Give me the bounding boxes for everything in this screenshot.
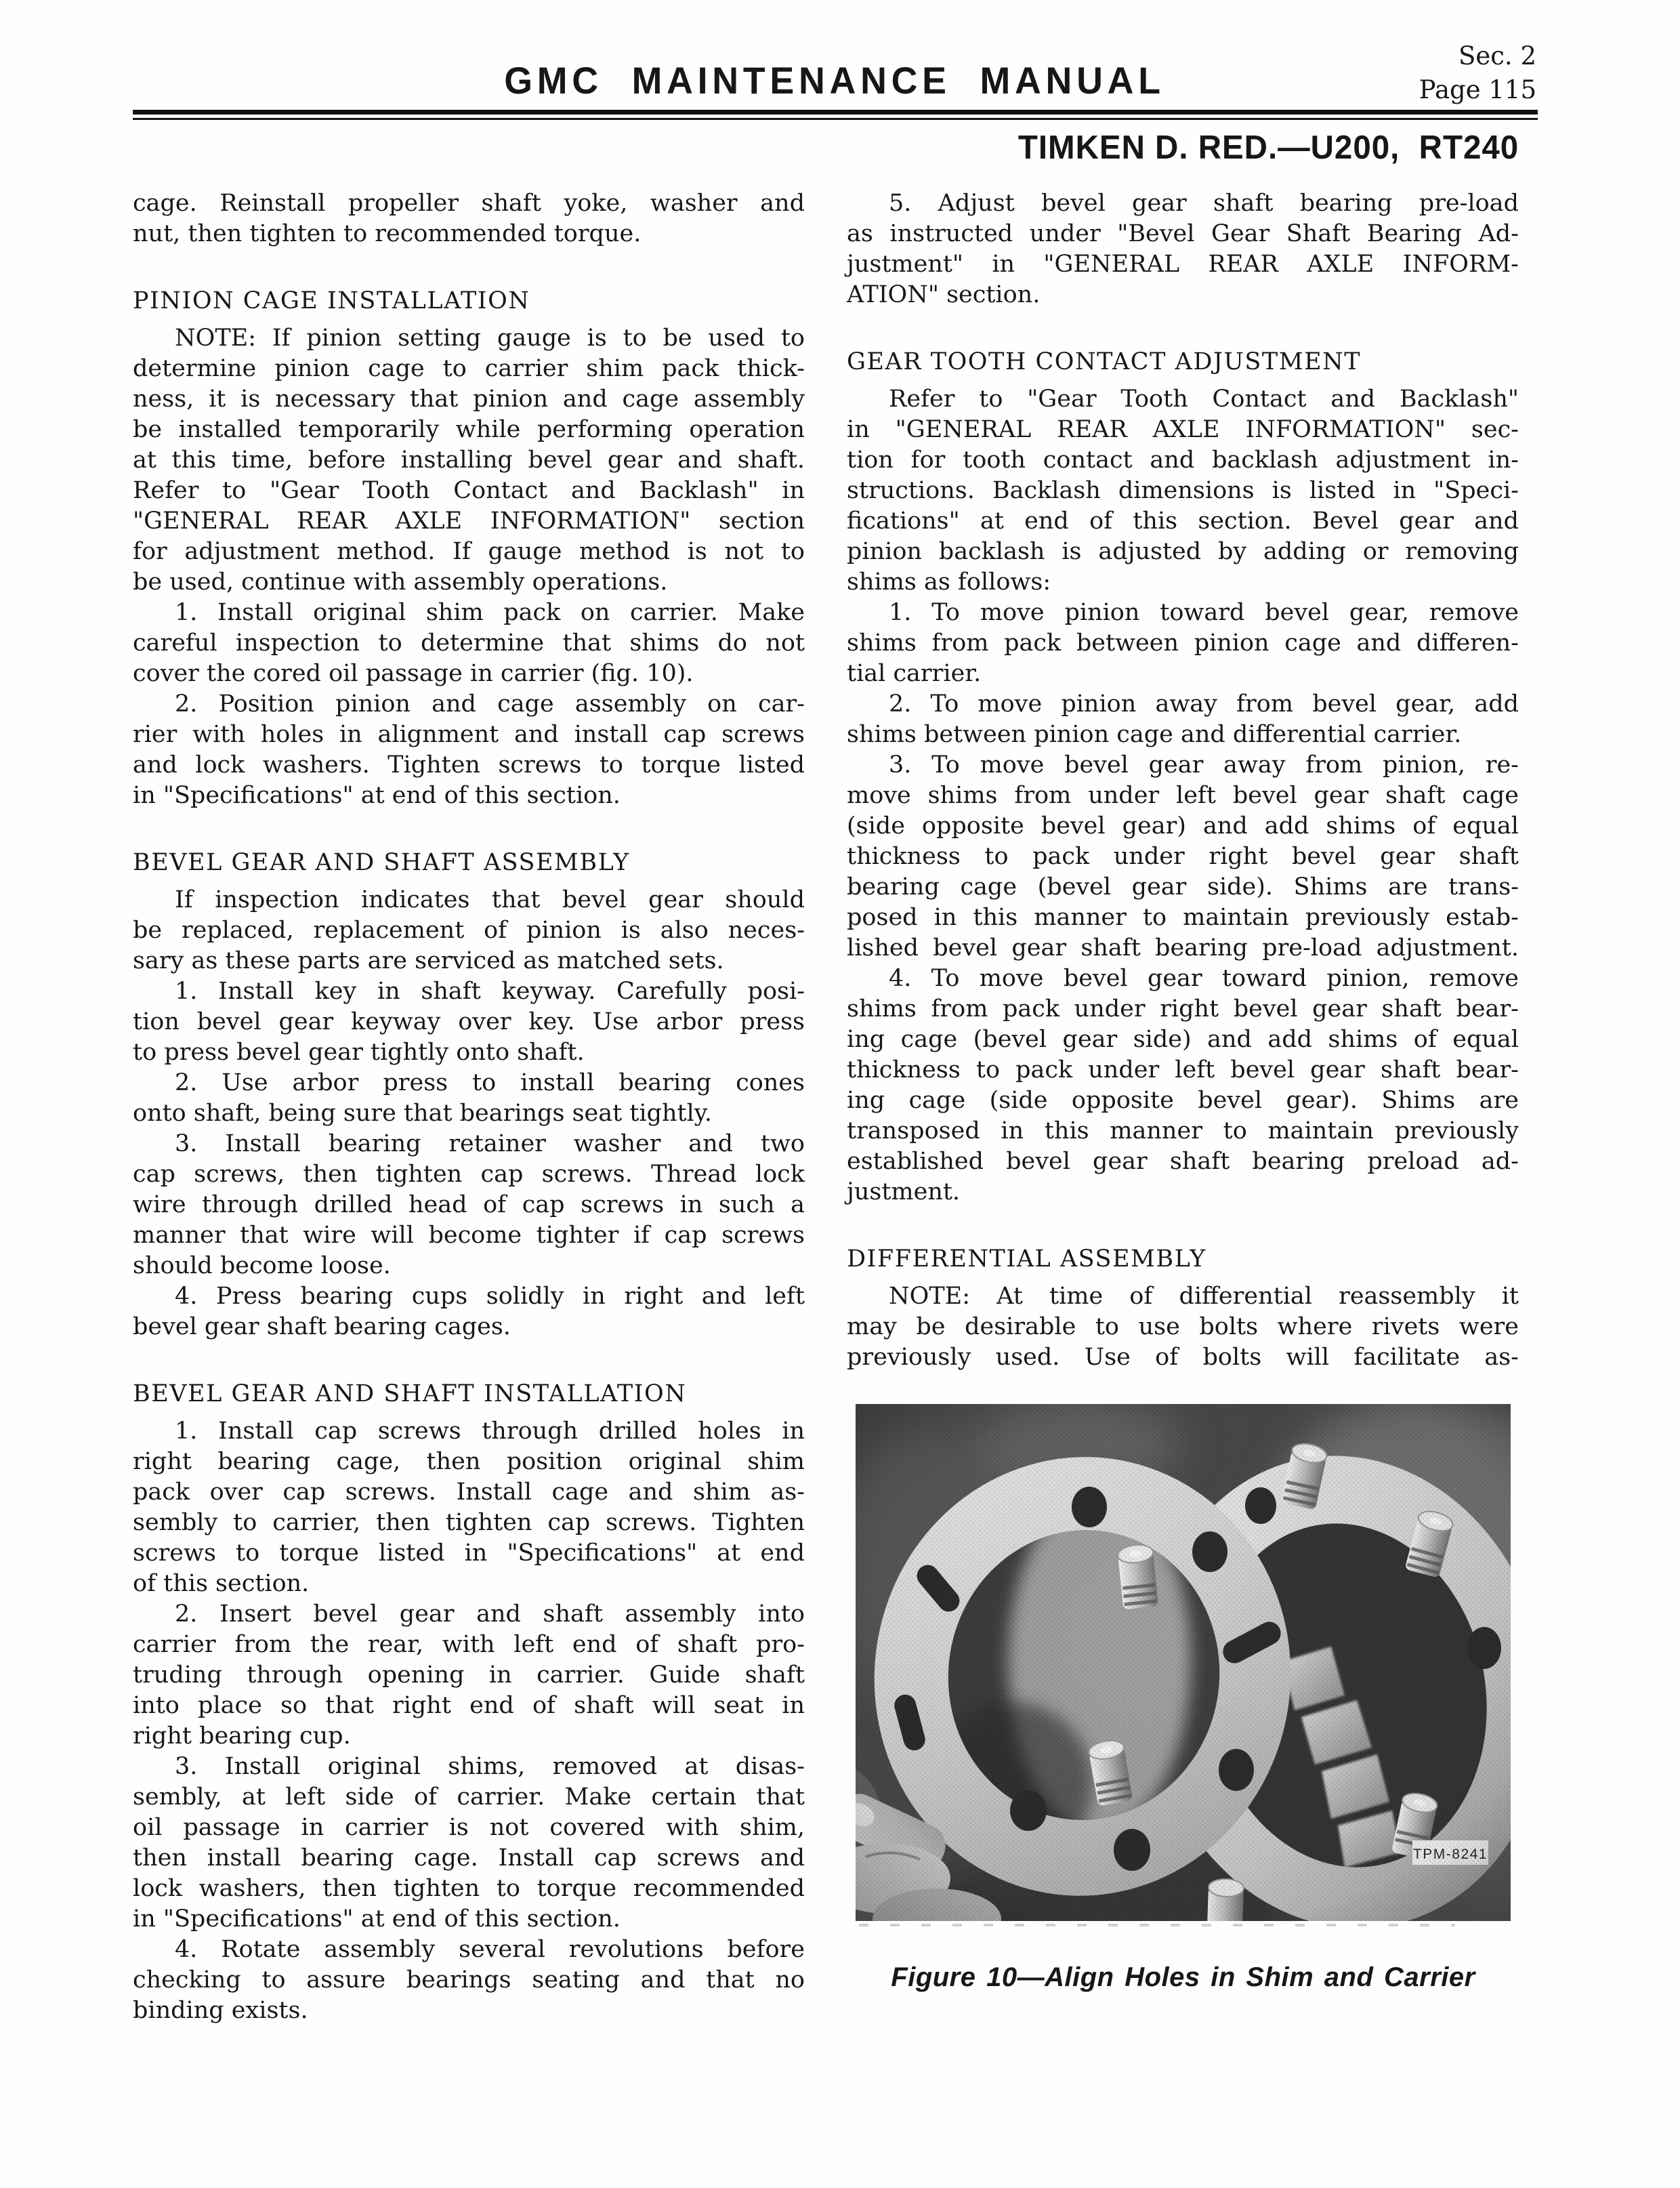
text-line: lock washers, then tighten to torque recommended (133, 1875, 805, 1902)
text-line: 1. Install key in shaft keyway. Carefully posi- (175, 978, 805, 1005)
text-line: 3. Install original shims, removed at disas- (175, 1753, 805, 1780)
text-line: 4. Rotate assembly several revolutions before (175, 1936, 805, 1963)
text-line: established bevel gear shaft bearing preload ad- (847, 1148, 1519, 1175)
text-line: shims between pinion cage and differential carrier. (847, 721, 1462, 748)
text-line: oil passage in carrier is not covered with shim, (133, 1814, 805, 1841)
text-line: of this section. (133, 1570, 310, 1597)
text-line: bearing cage (bevel gear side). Shims are trans- (847, 873, 1519, 901)
shim-carrier-photo-illustration (856, 1404, 1511, 1921)
text-line: If inspection indicates that bevel gear should (175, 886, 805, 913)
text-line: pinion backlash is adjusted by adding or removing (847, 538, 1519, 565)
section-heading: GEAR TOOTH CONTACT ADJUSTMENT (847, 348, 1362, 375)
text-line: should become loose. (133, 1252, 391, 1279)
paragraph (847, 1281, 1519, 1373)
text-line: may be desirable to use bolts where rivets were (847, 1313, 1519, 1340)
text-line: careful inspection to determine that shims do not (133, 629, 805, 657)
text-line: cover the cored oil passage in carrier (fig. 10). (133, 660, 694, 687)
text-line: in "Specifications" at end of this section. (133, 1905, 621, 1933)
header-rule-thin (133, 118, 1538, 120)
text-line: 3. Install bearing retainer washer and two (175, 1130, 805, 1157)
text-line: as instructed under "Bevel Gear Shaft Bearing Ad- (847, 220, 1519, 247)
paragraph (133, 1935, 805, 2026)
text-line: cap screws, then tighten cap screws. Thread lock (133, 1161, 805, 1188)
text-line: NOTE: If pinion setting gauge is to be used to (175, 325, 805, 352)
text-line: 2. To move pinion away from bevel gear, add (889, 690, 1519, 718)
text-line: fications" at end of this section. Bevel gear and (847, 508, 1519, 535)
figure-10-photo (856, 1404, 1511, 1921)
paragraph (847, 598, 1519, 689)
text-line: 3. To move bevel gear away from pinion, re- (889, 751, 1519, 779)
text-line: at this time, before installing bevel gear and shaft. (133, 447, 805, 474)
text-line: sembly to carrier, then tighten cap screws. Tighten (133, 1509, 805, 1536)
paragraph (847, 964, 1519, 1207)
text-line: determine pinion cage to carrier shim pack thick- (133, 355, 805, 382)
scan-artifact (859, 1924, 1455, 1926)
text-line: ing cage (side opposite bevel gear). Shims are (847, 1087, 1519, 1114)
paragraph (133, 188, 805, 249)
axle-model-subheader: TIMKEN D. RED.—U200, RT240 (1017, 129, 1519, 166)
text-line: carrier from the rear, with left end of shaft pro- (133, 1631, 805, 1658)
text-line: lished bevel gear shaft bearing pre-load adjustment. (847, 934, 1519, 962)
text-line: to press bevel gear tightly onto shaft. (133, 1039, 585, 1066)
text-line: nut, then tighten to recommended torque. (133, 220, 642, 247)
text-line: tion bevel gear keyway over key. Use arbor press (133, 1008, 805, 1035)
paragraph (133, 976, 805, 1068)
section-number: Sec. 2 (1458, 41, 1536, 70)
text-line: 1. To move pinion toward bevel gear, remove (889, 599, 1519, 626)
text-line: binding exists. (133, 1997, 308, 2024)
paragraph (133, 1281, 805, 1342)
text-line: in "Specifications" at end of this section. (133, 782, 621, 809)
text-line: "GENERAL REAR AXLE INFORMATION" section (133, 508, 805, 535)
page-number: Page 115 (1419, 75, 1536, 104)
paragraph (133, 598, 805, 689)
text-line: be used, continue with assembly operations. (133, 569, 668, 596)
text-line: posed in this manner to maintain previously estab- (847, 904, 1519, 931)
text-line: onto shaft, being sure that bearings seat tightly. (133, 1100, 713, 1127)
text-line: Refer to "Gear Tooth Contact and Backlash" (889, 386, 1519, 413)
text-line: transposed in this manner to maintain previously (847, 1117, 1519, 1144)
section-page-reference (1419, 39, 1536, 107)
header-rule-thick (133, 110, 1538, 115)
section-heading: PINION CAGE INSTALLATION (133, 287, 530, 314)
text-line: 2. Position pinion and cage assembly on car- (175, 690, 805, 718)
text-line: structions. Backlash dimensions is listed in "Speci- (847, 477, 1519, 504)
text-line: in "GENERAL REAR AXLE INFORMATION" sec- (847, 416, 1519, 443)
text-line: pack over cap screws. Install cage and shim as- (133, 1479, 805, 1506)
text-line: (side opposite bevel gear) and add shims of equal (847, 812, 1519, 840)
text-line: justment" in "GENERAL REAR AXLE INFORM- (847, 251, 1519, 278)
text-line: ness, it is necessary that pinion and cage assembly (133, 386, 805, 413)
paragraph (133, 1599, 805, 1752)
text-line: justment. (847, 1178, 961, 1205)
paragraph (133, 1068, 805, 1129)
paragraph (133, 1752, 805, 1935)
text-line: shims from pack between pinion cage and differen- (847, 629, 1519, 657)
text-line: then install bearing cage. Install cap screws and (133, 1844, 805, 1872)
text-line: 4. Press bearing cups solidly in right and left (175, 1283, 805, 1310)
text-line: sembly, at left side of carrier. Make certain that (133, 1783, 805, 1811)
text-line: tial carrier. (847, 660, 982, 687)
text-line: wire through drilled head of cap screws in such a (133, 1191, 805, 1218)
page-title: GMC MAINTENANCE MANUAL (504, 59, 1165, 102)
paragraph (847, 689, 1519, 750)
paragraph (133, 1129, 805, 1281)
text-line: be installed temporarily while performing operation (133, 416, 805, 443)
text-line: cage. Reinstall propeller shaft yoke, washer and (133, 190, 805, 217)
text-line: 1. Install original shim pack on carrier. Make (175, 599, 805, 626)
text-line: sary as these parts are serviced as matched sets. (133, 947, 724, 974)
text-line: tion for tooth contact and backlash adjustment in- (847, 447, 1519, 474)
text-line: right bearing cup. (133, 1722, 351, 1750)
text-line: shims as follows: (847, 569, 1051, 596)
text-line: bevel gear shaft bearing cages. (133, 1313, 511, 1340)
text-line: move shims from under left bevel gear shaft cage (847, 782, 1519, 809)
right-column (847, 188, 1519, 1373)
text-line: 1. Install cap screws through drilled holes in (175, 1418, 805, 1445)
paragraph (133, 689, 805, 811)
left-column (133, 188, 805, 2026)
text-line: checking to assure bearings seating and that no (133, 1966, 805, 1994)
text-line: shims from pack under right bevel gear shaft bear- (847, 995, 1519, 1023)
paragraph (847, 188, 1519, 310)
text-line: ATION" section. (847, 281, 1041, 308)
text-line: thickness to pack under left bevel gear shaft bear- (847, 1056, 1519, 1083)
text-line: manner that wire will become tighter if cap screws (133, 1222, 805, 1249)
text-line: Refer to "Gear Tooth Contact and Backlash" in (133, 477, 805, 504)
paragraph (133, 1416, 805, 1599)
text-line: 4. To move bevel gear toward pinion, remove (889, 965, 1519, 992)
section-heading: DIFFERENTIAL ASSEMBLY (847, 1245, 1206, 1273)
text-line: 2. Use arbor press to install bearing cones (175, 1069, 805, 1096)
paragraph (133, 885, 805, 976)
text-line: 2. Insert bevel gear and shaft assembly into (175, 1601, 805, 1628)
text-line: ing cage (bevel gear side) and add shims of equal (847, 1026, 1519, 1053)
paragraph (847, 384, 1519, 598)
section-heading: BEVEL GEAR AND SHAFT ASSEMBLY (133, 849, 630, 876)
vignette-overlay (856, 1404, 1511, 1921)
text-line: be replaced, replacement of pinion is also neces- (133, 917, 805, 944)
text-line: thickness to pack under right bevel gear shaft (847, 843, 1519, 870)
text-line: NOTE: At time of differential reassembly it (889, 1283, 1519, 1310)
section-heading: BEVEL GEAR AND SHAFT INSTALLATION (133, 1380, 687, 1407)
text-line: for adjustment method. If gauge method is not to (133, 538, 805, 565)
text-line: 5. Adjust bevel gear shaft bearing pre-load (889, 190, 1519, 217)
text-line: right bearing cage, then position original shim (133, 1448, 805, 1475)
text-line: previously used. Use of bolts will facilitate as- (847, 1344, 1519, 1371)
text-line: and lock washers. Tighten screws to torque listed (133, 751, 805, 779)
text-line: truding through opening in carrier. Guide shaft (133, 1661, 805, 1689)
text-line: into place so that right end of shaft will seat in (133, 1692, 805, 1719)
figure-caption: Figure 10—Align Holes in Shim and Carrier (891, 1962, 1475, 1992)
text-line: rier with holes in alignment and install cap screws (133, 721, 805, 748)
paragraph (133, 323, 805, 598)
text-line: screws to torque listed in "Specifications" at end (133, 1540, 805, 1567)
paragraph (847, 750, 1519, 964)
